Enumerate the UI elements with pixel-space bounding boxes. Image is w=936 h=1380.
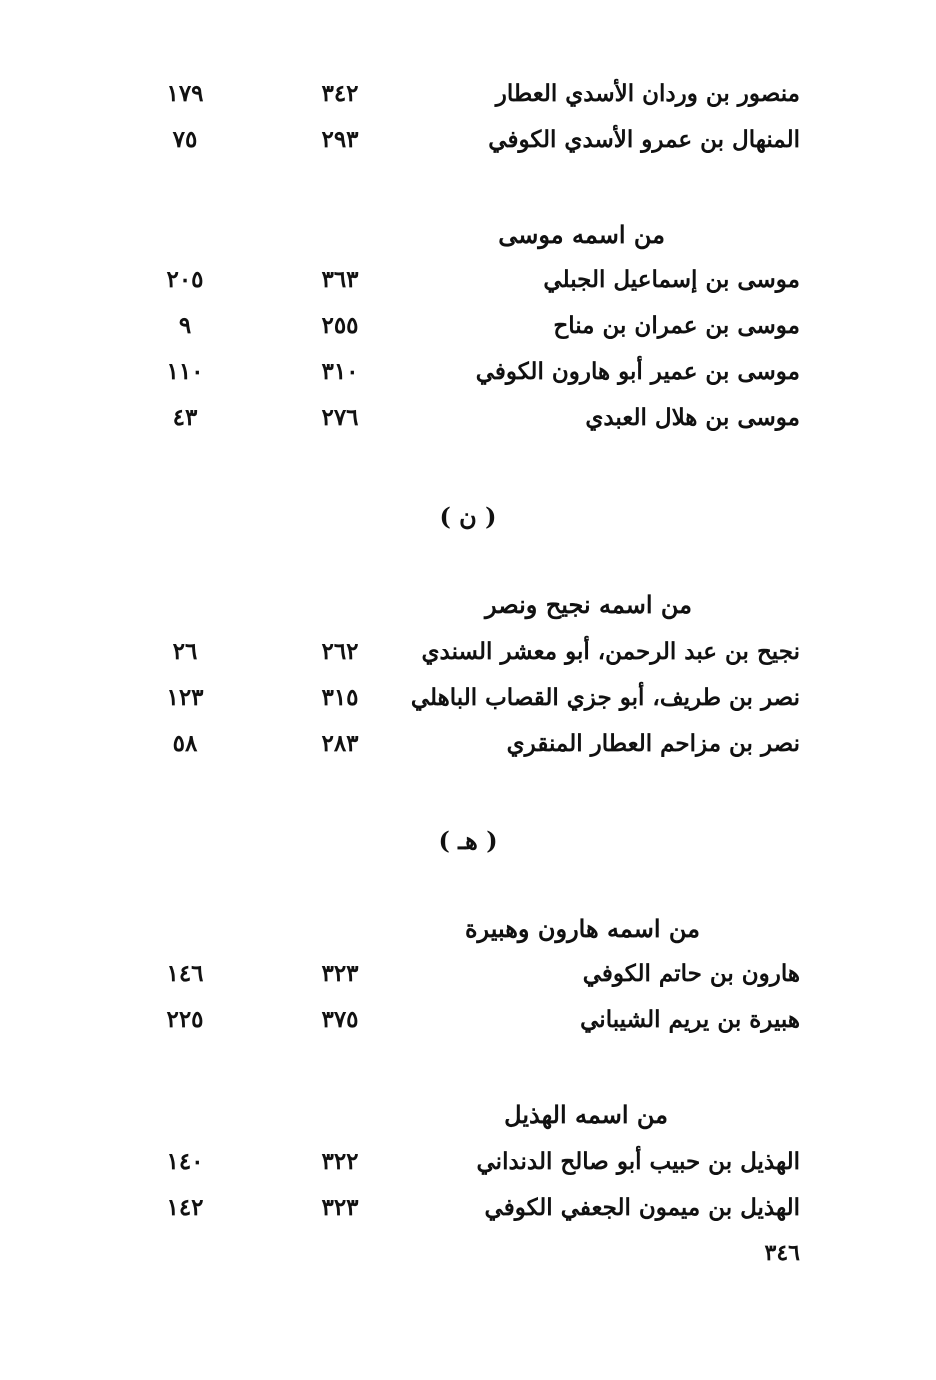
entry-page: ٣٢٣	[321, 960, 359, 987]
entry-name: منصور بن وردان الأسدي العطار	[495, 80, 800, 107]
index-entry	[150, 684, 800, 724]
entry-name: موسى بن عمير أبو هارون الكوفي	[475, 358, 800, 385]
entry-number: ٥٨	[172, 730, 198, 757]
entry-number: ١١٠	[166, 358, 204, 385]
entry-page: ٢٦٢	[321, 638, 359, 665]
entry-number: ٢٢٥	[166, 1006, 204, 1033]
entry-number: ١٤٢	[166, 1194, 204, 1221]
entry-page: ٣٦٣	[321, 266, 359, 293]
index-entry	[150, 266, 800, 306]
entry-page: ٣١٠	[321, 358, 359, 385]
index-entry	[150, 404, 800, 444]
entry-name: موسى بن عمران بن مناح	[553, 312, 800, 339]
section-heading-text: من اسمه هارون وهبيرة	[464, 914, 700, 943]
letter-divider: ( هـ )	[438, 826, 498, 855]
page-number: ٣٤٦	[764, 1240, 800, 1266]
index-entry	[150, 312, 800, 352]
letter-divider: ( ن )	[439, 502, 497, 531]
entry-number: ٢٦	[172, 638, 198, 665]
entry-number: ١٧٩	[166, 80, 204, 107]
section-heading	[150, 914, 800, 954]
index-entry	[150, 960, 800, 1000]
entry-page: ٢٨٣	[321, 730, 359, 757]
entry-number: ٧٥	[172, 126, 198, 153]
entry-number: ٢٠٥	[166, 266, 204, 293]
section-heading	[150, 590, 800, 630]
entry-number: ١٤٠	[166, 1148, 204, 1175]
section-heading-text: من اسمه موسى	[498, 220, 665, 249]
section-heading	[150, 1100, 800, 1140]
entry-name: المنهال بن عمرو الأسدي الكوفي	[488, 126, 800, 153]
section-heading	[150, 220, 800, 260]
index-entry	[150, 638, 800, 678]
section-heading-text: من اسمه الهذيل	[504, 1100, 668, 1129]
entry-page: ٣٢٣	[321, 1194, 359, 1221]
entry-page: ٣٢٢	[321, 1148, 359, 1175]
entry-name: هبيرة بن يريم الشيباني	[580, 1006, 800, 1033]
index-entry	[150, 1194, 800, 1234]
index-entry	[150, 1148, 800, 1188]
entry-name: موسى بن إسماعيل الجبلي	[543, 266, 800, 293]
entry-name: نصر بن مزاحم العطار المنقري	[506, 730, 800, 757]
entry-name: هارون بن حاتم الكوفي	[582, 960, 800, 987]
index-entry	[150, 358, 800, 398]
section-heading-text: من اسمه نجيح ونصر	[485, 590, 692, 619]
entry-name: الهذيل بن ميمون الجعفي الكوفي	[484, 1194, 800, 1221]
index-entry	[150, 1006, 800, 1046]
entry-name: الهذيل بن حبيب أبو صالح الدنداني	[476, 1148, 800, 1175]
entry-number: ١٢٣	[166, 684, 204, 711]
entry-number: ٩	[178, 312, 192, 339]
entry-number: ١٤٦	[166, 960, 204, 987]
index-entry	[150, 80, 800, 120]
entry-page: ٣١٥	[321, 684, 359, 711]
index-entry	[150, 126, 800, 166]
index-entry	[150, 730, 800, 770]
entry-page: ٣٧٥	[321, 1006, 359, 1033]
entry-page: ٢٩٣	[321, 126, 359, 153]
entry-number: ٤٣	[172, 404, 198, 431]
entry-page: ٢٥٥	[321, 312, 359, 339]
entry-name: نصر بن طريف، أبو جزي القصاب الباهلي	[410, 684, 800, 711]
entry-page: ٣٤٢	[321, 80, 359, 107]
entry-page: ٢٧٦	[321, 404, 359, 431]
entry-name: موسى بن هلال العبدي	[585, 404, 800, 431]
entry-name: نجيح بن عبد الرحمن، أبو معشر السندي	[421, 638, 800, 665]
